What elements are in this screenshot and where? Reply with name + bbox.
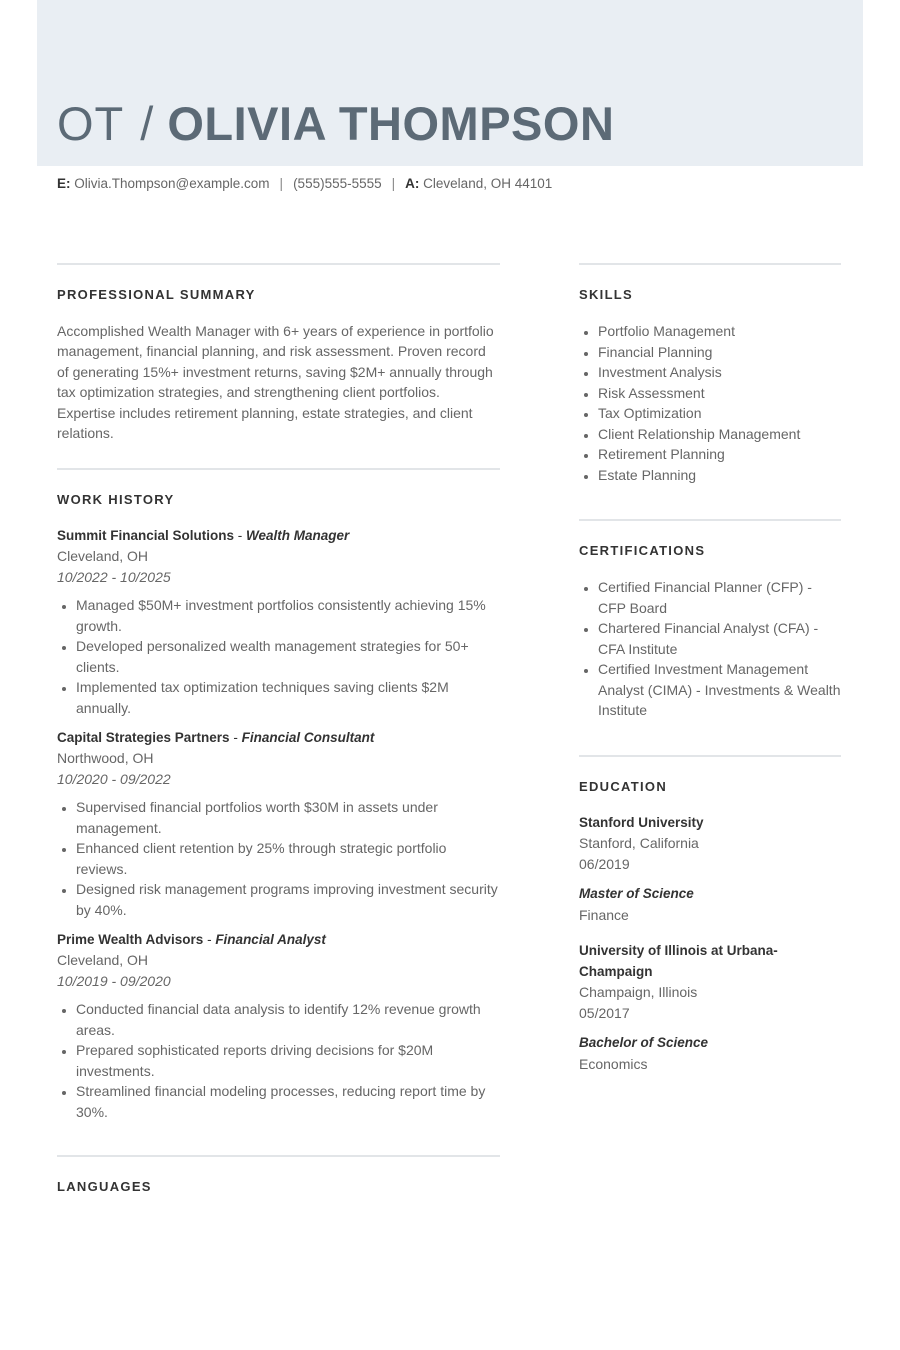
job-bullet: • Prepared sophisticated reports driving decisions for $20M investments. (76, 1040, 500, 1081)
address-label: A: (405, 176, 420, 191)
job-dash: - (203, 932, 216, 948)
school-name: University of Illinois at Urbana-Champaign (579, 943, 778, 979)
right-column (579, 263, 841, 1084)
graduation-date: 06/2019 (579, 855, 630, 872)
job-dates: 10/2020 - 09/2022 (57, 770, 171, 787)
summary-heading: PROFESSIONAL SUMMARY (57, 287, 256, 302)
degree-name: Master of Science (579, 886, 694, 901)
contact-divider: | (279, 176, 284, 191)
contact-line (57, 176, 552, 191)
email-label: E: (57, 176, 71, 191)
job-header (57, 728, 500, 748)
skill-item: • Financial Planning (598, 342, 841, 363)
phone-value[interactable]: (555)555-5555 (293, 176, 382, 191)
job-location: Northwood, OH (57, 750, 154, 767)
job-bullet: • Supervised financial portfolios worth $30M in assets under management. (76, 797, 500, 838)
certification-item: • Certified Financial Planner (CFP) - CFP Board (598, 577, 841, 618)
degree-name: Bachelor of Science (579, 1035, 709, 1050)
skill-item: • Estate Planning (598, 465, 841, 486)
school-location: Stanford, California (579, 835, 699, 851)
job-header (57, 526, 500, 546)
skill-item: • Tax Optimization (598, 403, 841, 424)
school-name: Stanford University (579, 814, 704, 830)
job-bullet: • Implemented tax optimization techniques saving clients $2M annually. (76, 677, 500, 718)
education-entry (579, 813, 841, 926)
job-bullet: • Conducted financial data analysis to identify 12% revenue growth areas. (76, 999, 500, 1040)
school-location: Champaign, Illinois (579, 984, 698, 1000)
name-heading (57, 96, 614, 152)
section-divider (57, 263, 500, 265)
skill-item: • Portfolio Management (598, 321, 841, 342)
section-divider (579, 755, 841, 757)
work-history-heading: WORK HISTORY (57, 492, 175, 508)
skills-list (579, 321, 841, 485)
section-divider (579, 519, 841, 521)
address-value: Cleveland, OH 44101 (423, 176, 553, 191)
job-location: Cleveland, OH (57, 548, 149, 565)
name-initials: OT (57, 97, 125, 150)
section-divider (57, 1155, 500, 1157)
contact-divider: | (391, 176, 396, 191)
degree-field: Economics (579, 1055, 648, 1072)
job-bullet: • Developed personalized wealth management strategies for 50+ clients. (76, 636, 500, 677)
job-bullets (57, 595, 500, 718)
certification-item: • Chartered Financial Analyst (CFA) - CFA Institute (598, 618, 841, 659)
section-divider (57, 468, 500, 470)
job-bullet: • Streamlined financial modeling processes, reducing report time by 30%. (76, 1081, 500, 1122)
job-bullets (57, 797, 500, 920)
education-heading: EDUCATION (579, 778, 668, 794)
education-entry (579, 941, 841, 1074)
skill-item: • Retirement Planning (598, 444, 841, 465)
job-title: Financial Analyst (215, 932, 326, 948)
languages-heading: LANGUAGES (57, 1179, 152, 1195)
skill-item: • Client Relationship Management (598, 424, 841, 445)
section-divider (579, 263, 841, 265)
skill-item: • Investment Analysis (598, 362, 841, 383)
skill-item: • Risk Assessment (598, 383, 841, 404)
left-column (57, 263, 500, 1213)
job-location: Cleveland, OH (57, 952, 149, 969)
job-header (57, 930, 500, 950)
job-title: Wealth Manager (246, 528, 350, 544)
job-company: Capital Strategies Partners (57, 730, 230, 746)
summary-text: Accomplished Wealth Manager with 6+ years of experience in portfolio management, financial planning, and risk assessment. Proven record of generating 15%+ investment returns, saving $2M+ annually through tax optimization strategies, and strengthening client portfolios. Expertise includes retirement planning, estate strategies, and client relations. (57, 323, 494, 442)
job-entry (57, 728, 500, 920)
job-dash: - (229, 730, 242, 746)
job-dates: 10/2022 - 10/2025 (57, 568, 171, 585)
certification-item: • Certified Investment Management Analyst (CIMA) - Investments & Wealth Institute (598, 659, 841, 721)
degree-field: Finance (579, 906, 629, 923)
job-bullets (57, 999, 500, 1122)
graduation-date: 05/2017 (579, 1004, 630, 1021)
full-name: OLIVIA THOMPSON (167, 97, 615, 150)
certifications-list (579, 577, 841, 721)
job-bullet: • Designed risk management programs improving investment security by 40%. (76, 879, 500, 920)
job-company: Prime Wealth Advisors (57, 932, 204, 948)
email-value[interactable]: Olivia.Thompson@example.com (74, 176, 270, 191)
job-dash: - (234, 528, 247, 544)
name-separator: / (140, 97, 154, 150)
job-bullet: • Enhanced client retention by 25% through strategic portfolio reviews. (76, 838, 500, 879)
job-company: Summit Financial Solutions (57, 528, 235, 544)
job-dates: 10/2019 - 09/2020 (57, 972, 171, 989)
job-bullet: • Managed $50M+ investment portfolios consistently achieving 15% growth. (76, 595, 500, 636)
certifications-heading: CERTIFICATIONS (579, 543, 706, 558)
skills-heading: SKILLS (579, 287, 634, 302)
job-entry (57, 526, 500, 718)
job-title: Financial Consultant (241, 730, 375, 746)
job-entry (57, 930, 500, 1122)
